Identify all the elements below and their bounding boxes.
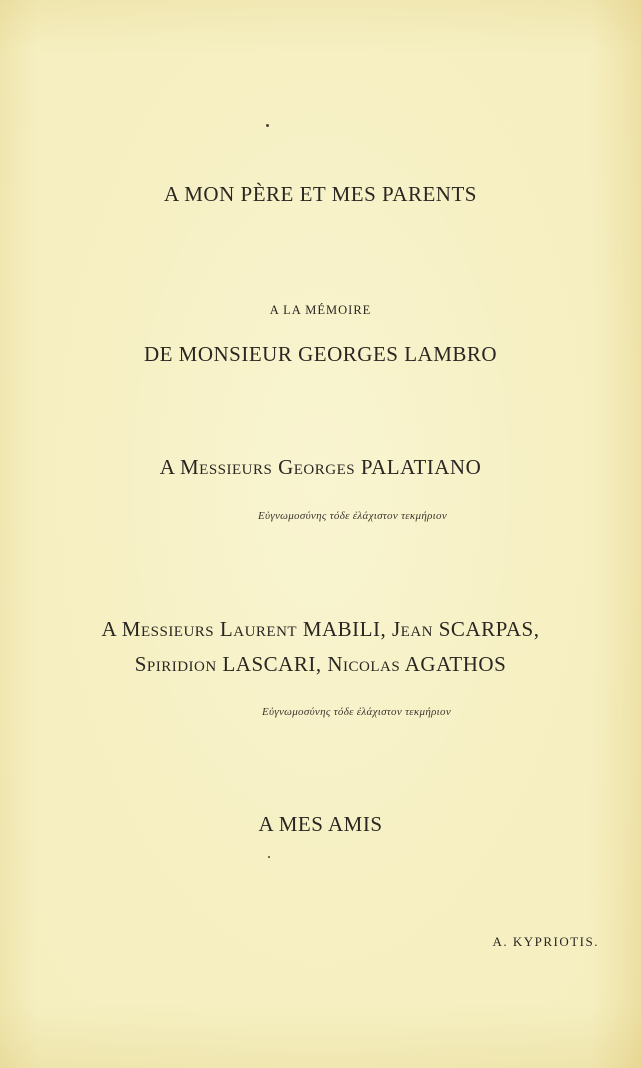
group-nicolas: Nicolas [327,652,401,676]
palatiano-prefix: A [159,455,175,479]
group-spiridion: Spiridion [134,652,217,676]
dedication-friends: A MES AMIS [258,812,383,836]
palatiano-messieurs: Messieurs [179,455,273,479]
memory-name: DE MONSIEUR GEORGES LAMBRO [143,342,498,366]
group-agathos: AGATHOS [404,652,507,676]
group-prefix: A [101,617,117,641]
ink-speck [268,856,270,858]
dedication-group-line1 [0,617,641,642]
ink-speck [266,124,269,127]
signature: A. KYPRIOTIS. [492,934,599,949]
palatiano-surname: PALATIANO [360,455,482,479]
group-jean: Jean [391,617,433,641]
palatiano-georges: Georges [278,455,356,479]
dedication-palatiano [0,455,641,480]
greek-gratitude-1: Εὐγνωμοσύνης τόδε ἐλάχιστον τεκμήριον [257,510,448,522]
dedication-father: A MON PÈRE ET MES PARENTS [164,182,477,206]
group-scarpas: SCARPAS, [438,617,540,641]
memory-label: A LA MÉMOIRE [269,303,372,317]
group-mabili: MABILI, [302,617,387,641]
dedication-group-line2 [0,652,641,677]
greek-gratitude-2: Εὐγνωμοσύνης τόδε ἐλάχιστον τεκμήριον [261,706,452,718]
group-messieurs: Messieurs [121,617,215,641]
group-laurent: Laurent [219,617,298,641]
group-lascari: LASCARI, [222,652,322,676]
